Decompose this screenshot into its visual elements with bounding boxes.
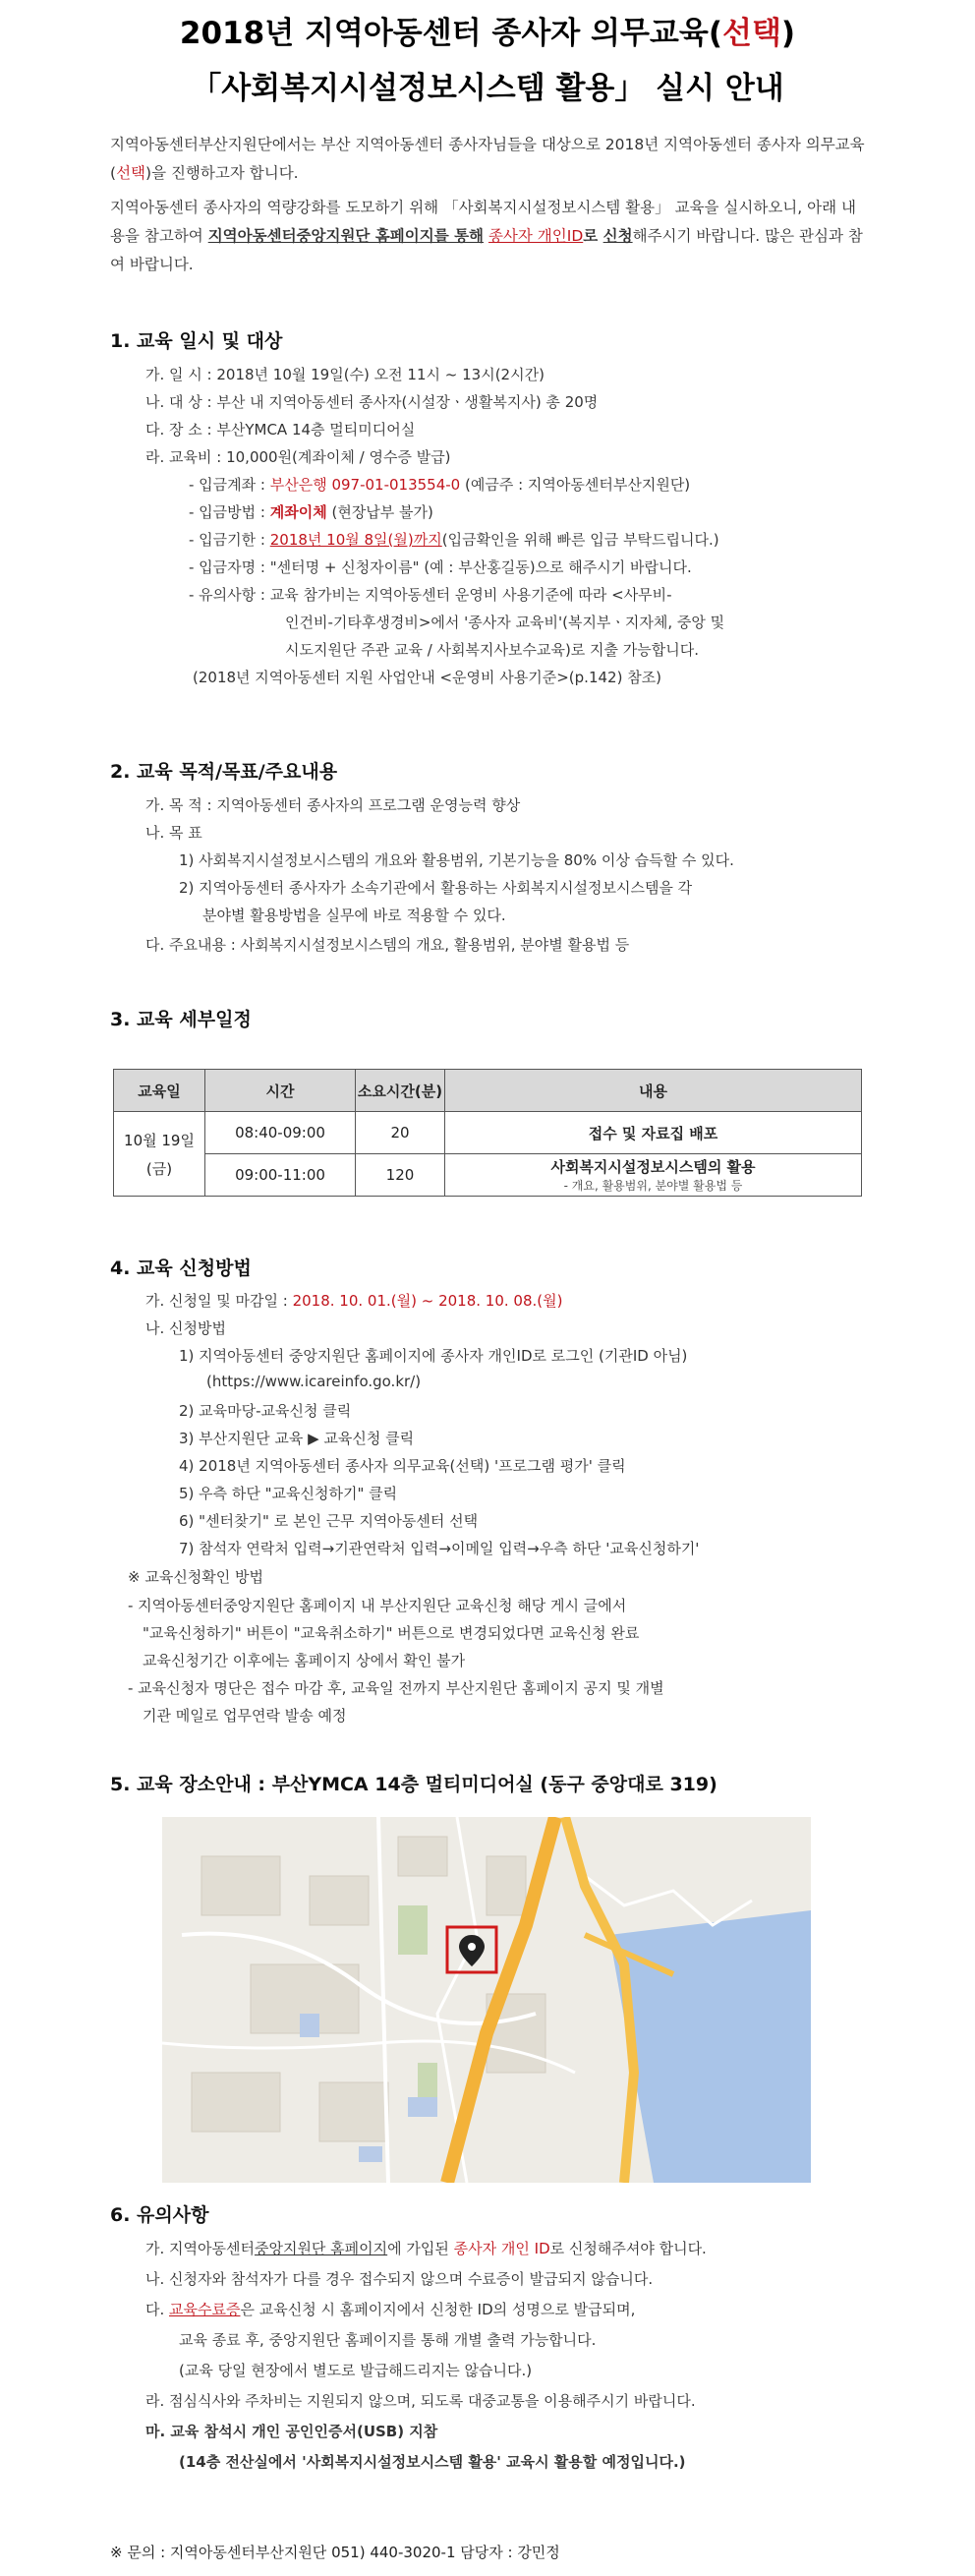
cell-day: 10월 19일 (금)	[114, 1112, 205, 1197]
col-header-day: 교육일	[114, 1070, 205, 1112]
s4-step-2: 2) 교육마당-교육신청 클릭	[179, 1402, 352, 1420]
table-header-row	[114, 1070, 862, 1112]
schedule-table	[113, 1069, 862, 1197]
col-header-minutes: 소요시간(분)	[356, 1070, 445, 1112]
table-row	[114, 1154, 862, 1197]
s1-note-1: - 유의사항 : 교육 참가비는 지역아동센터 운영비 사용기준에 따라 <사무비-	[189, 586, 672, 604]
s4-step-1-url: (https://www.icareinfo.go.kr/)	[206, 1373, 422, 1390]
s1-reference: (2018년 지역아동센터 지원 사업안내 <운영비 사용기준>(p.142) 참조)	[193, 669, 662, 686]
contact-footer: ※ 문의 : 지역아동센터부산지원단 051) 440-3020-1 담당자 : 강민정	[110, 2544, 560, 2561]
s6-item-e: 마. 교육 참석시 개인 공인인증서(USB) 지참	[145, 2423, 438, 2440]
s4-confirm-1c: 교육신청기간 이후에는 홈페이지 상에서 확인 불가	[143, 1652, 466, 1669]
s4-confirm-1b: "교육신청하기" 버튼이 "교육취소하기" 버튼으로 변경되었다면 교육신청 완료	[143, 1624, 640, 1642]
s1-account: - 입금계좌 : 부산은행 097-01-013554-0 (예금주 : 지역아동센터부산지원단)	[189, 476, 691, 494]
s2-content: 다. 주요내용 : 사회복지시설정보시스템의 개요, 활용범위, 분야별 활용법 등	[145, 936, 630, 954]
s1-note-2: 인건비-기타후생경비>에서 '종사자 교육비'(복지부ㆍ지자체, 중앙 및	[285, 614, 725, 631]
s6-item-b: 나. 신청자와 참석자가 다를 경우 접수되지 않으며 수료증이 발급되지 않습니다.	[145, 2270, 654, 2288]
s4-confirm-1a: - 지역아동센터중앙지원단 홈페이지 내 부산지원단 교육신청 해당 게시 글에서	[128, 1597, 627, 1614]
s4-step-7: 7) 참석자 연락처 입력→기관연락처 입력→이메일 입력→우측 하단 '교육신청하기'	[179, 1540, 700, 1557]
s1-method: - 입금방법 : 계좌이체 (현장납부 불가)	[189, 503, 433, 521]
s4-period: 가. 신청일 및 마감일 : 2018. 10. 01.(월) ~ 2018. 10. 08.(월)	[145, 1292, 563, 1310]
intro-paragraph-1: 지역아동센터부산지원단에서는 부산 지역아동센터 종사자님들을 대상으로 2018년 지역아동센터 종사자 의무교육(선택)을 진행하고자 합니다.	[110, 136, 865, 182]
section-3-heading: 3. 교육 세부일정	[110, 1009, 252, 1030]
col-header-time: 시간	[205, 1070, 356, 1112]
s1-fee: 라. 교육비 : 10,000원(계좌이체 / 영수증 발급)	[145, 448, 451, 466]
s4-step-1: 1) 지역아동센터 중앙지원단 홈페이지에 종사자 개인ID로 로그인 (기관ID 아님)	[179, 1347, 688, 1365]
cell-time: 08:40-09:00	[205, 1112, 356, 1154]
cell-content: 접수 및 자료집 배포	[445, 1112, 862, 1154]
col-header-content: 내용	[445, 1070, 862, 1112]
s6-item-c-2: 교육 종료 후, 중앙지원단 홈페이지를 통해 개별 출력 가능합니다.	[179, 2331, 597, 2349]
s2-goal: 나. 목 표	[145, 824, 202, 842]
cell-minutes: 20	[356, 1112, 445, 1154]
section-1-heading: 1. 교육 일시 및 대상	[110, 330, 283, 352]
s1-due: - 입금기한 : 2018년 10월 8일(월)까지(입금확인을 위해 빠른 입금 부탁드립니다.)	[189, 531, 719, 549]
s6-item-d: 라. 점심식사와 주차비는 지원되지 않으며, 되도록 대중교통을 이용해주시기 바랍니다.	[145, 2392, 696, 2410]
map-graphic	[162, 1817, 811, 2183]
s1-date: 가. 일 시 : 2018년 10월 19일(수) 오전 11시 ~ 13시(2시간)	[145, 366, 545, 383]
table-row	[114, 1112, 862, 1154]
s2-goal-1: 1) 사회복지시설정보시스템의 개요와 활용범위, 기본기능을 80% 이상 습득할 수 있다.	[179, 851, 734, 869]
s2-goal-2a: 2) 지역아동센터 종사자가 소속기관에서 활용하는 사회복지시설정보시스템을 각	[179, 879, 693, 897]
section-4-heading: 4. 교육 신청방법	[110, 1258, 252, 1279]
section-2-heading: 2. 교육 목적/목표/주요내용	[110, 761, 338, 783]
s4-step-4: 4) 2018년 지역아동센터 종사자 의무교육(선택) '프로그램 평가' 클릭	[179, 1457, 626, 1475]
title-line-1: 2018년 지역아동센터 종사자 의무교육(선택)	[179, 16, 796, 51]
section-5-heading: 5. 교육 장소안내 : 부산YMCA 14층 멀티미디어실 (동구 중앙대로 319)	[110, 1774, 717, 1795]
s1-note-3: 시도지원단 주관 교육 / 사회복지사보수교육)로 지출 가능합니다.	[285, 641, 700, 659]
cell-time: 09:00-11:00	[205, 1154, 356, 1197]
section-6-heading: 6. 유의사항	[110, 2204, 209, 2226]
s2-purpose: 가. 목 적 : 지역아동센터 종사자의 프로그램 운영능력 향상	[145, 796, 521, 814]
s6-item-c-3: (교육 당일 현장에서 별도로 발급해드리지는 않습니다.)	[179, 2362, 533, 2379]
s2-goal-2b: 분야별 활용방법을 실무에 바로 적용할 수 있다.	[202, 907, 506, 924]
s4-method: 나. 신청방법	[145, 1319, 226, 1337]
s1-target: 나. 대 상 : 부산 내 지역아동센터 종사자(시설장ㆍ생활복지사) 총 20명	[145, 393, 599, 411]
s4-step-5: 5) 우측 하단 "교육신청하기" 클릭	[179, 1485, 398, 1502]
s4-step-3: 3) 부산지원단 교육 ▶ 교육신청 클릭	[179, 1430, 415, 1447]
s6-item-c: 다. 교육수료증은 교육신청 시 홈페이지에서 신청한 ID의 성명으로 발급되며,	[145, 2301, 636, 2318]
cell-minutes: 120	[356, 1154, 445, 1197]
s6-item-e-2: (14층 전산실에서 '사회복지시설정보시스템 활용' 교육시 활용할 예정입니다.)	[179, 2453, 686, 2471]
s4-step-6: 6) "센터찾기" 로 본인 근무 지역아동센터 선택	[179, 1512, 479, 1530]
s4-confirm-2b: 기관 메일로 업무연락 발송 예정	[143, 1707, 347, 1725]
s4-confirm-heading: ※ 교육신청확인 방법	[128, 1568, 264, 1586]
title-line-2: 「사회복지시설정보시스템 활용」 실시 안내	[191, 71, 784, 106]
location-map	[162, 1817, 811, 2183]
s4-confirm-2a: - 교육신청자 명단은 접수 마감 후, 교육일 전까지 부산지원단 홈페이지 공지 및 개별	[128, 1679, 664, 1697]
s1-payer: - 입금자명 : "센터명 + 신청자이름" (예 : 부산홍길동)으로 해주시기 바랍니다.	[189, 558, 692, 576]
cell-content: 사회복지시설정보시스템의 활용 - 개요, 활용범위, 분야별 활용법 등	[445, 1154, 862, 1197]
s6-item-a: 가. 지역아동센터중앙지원단 홈페이지에 가입된 종사자 개인 ID로 신청해주셔야 합니다.	[145, 2240, 707, 2257]
intro-paragraph-2: 지역아동센터 종사자의 역량강화를 도모하기 위해 「사회복지시설정보시스템 활용」 교육을 실시하오니, 아래 내용을 참고하여 지역아동센터중앙지원단 홈페이지를 통해 종사자 개인ID로 신청해주시기 바랍니다. 많은 관심과 참여 바랍니다.	[110, 199, 863, 273]
s1-place: 다. 장 소 : 부산YMCA 14층 멀티미디어실	[145, 421, 416, 439]
